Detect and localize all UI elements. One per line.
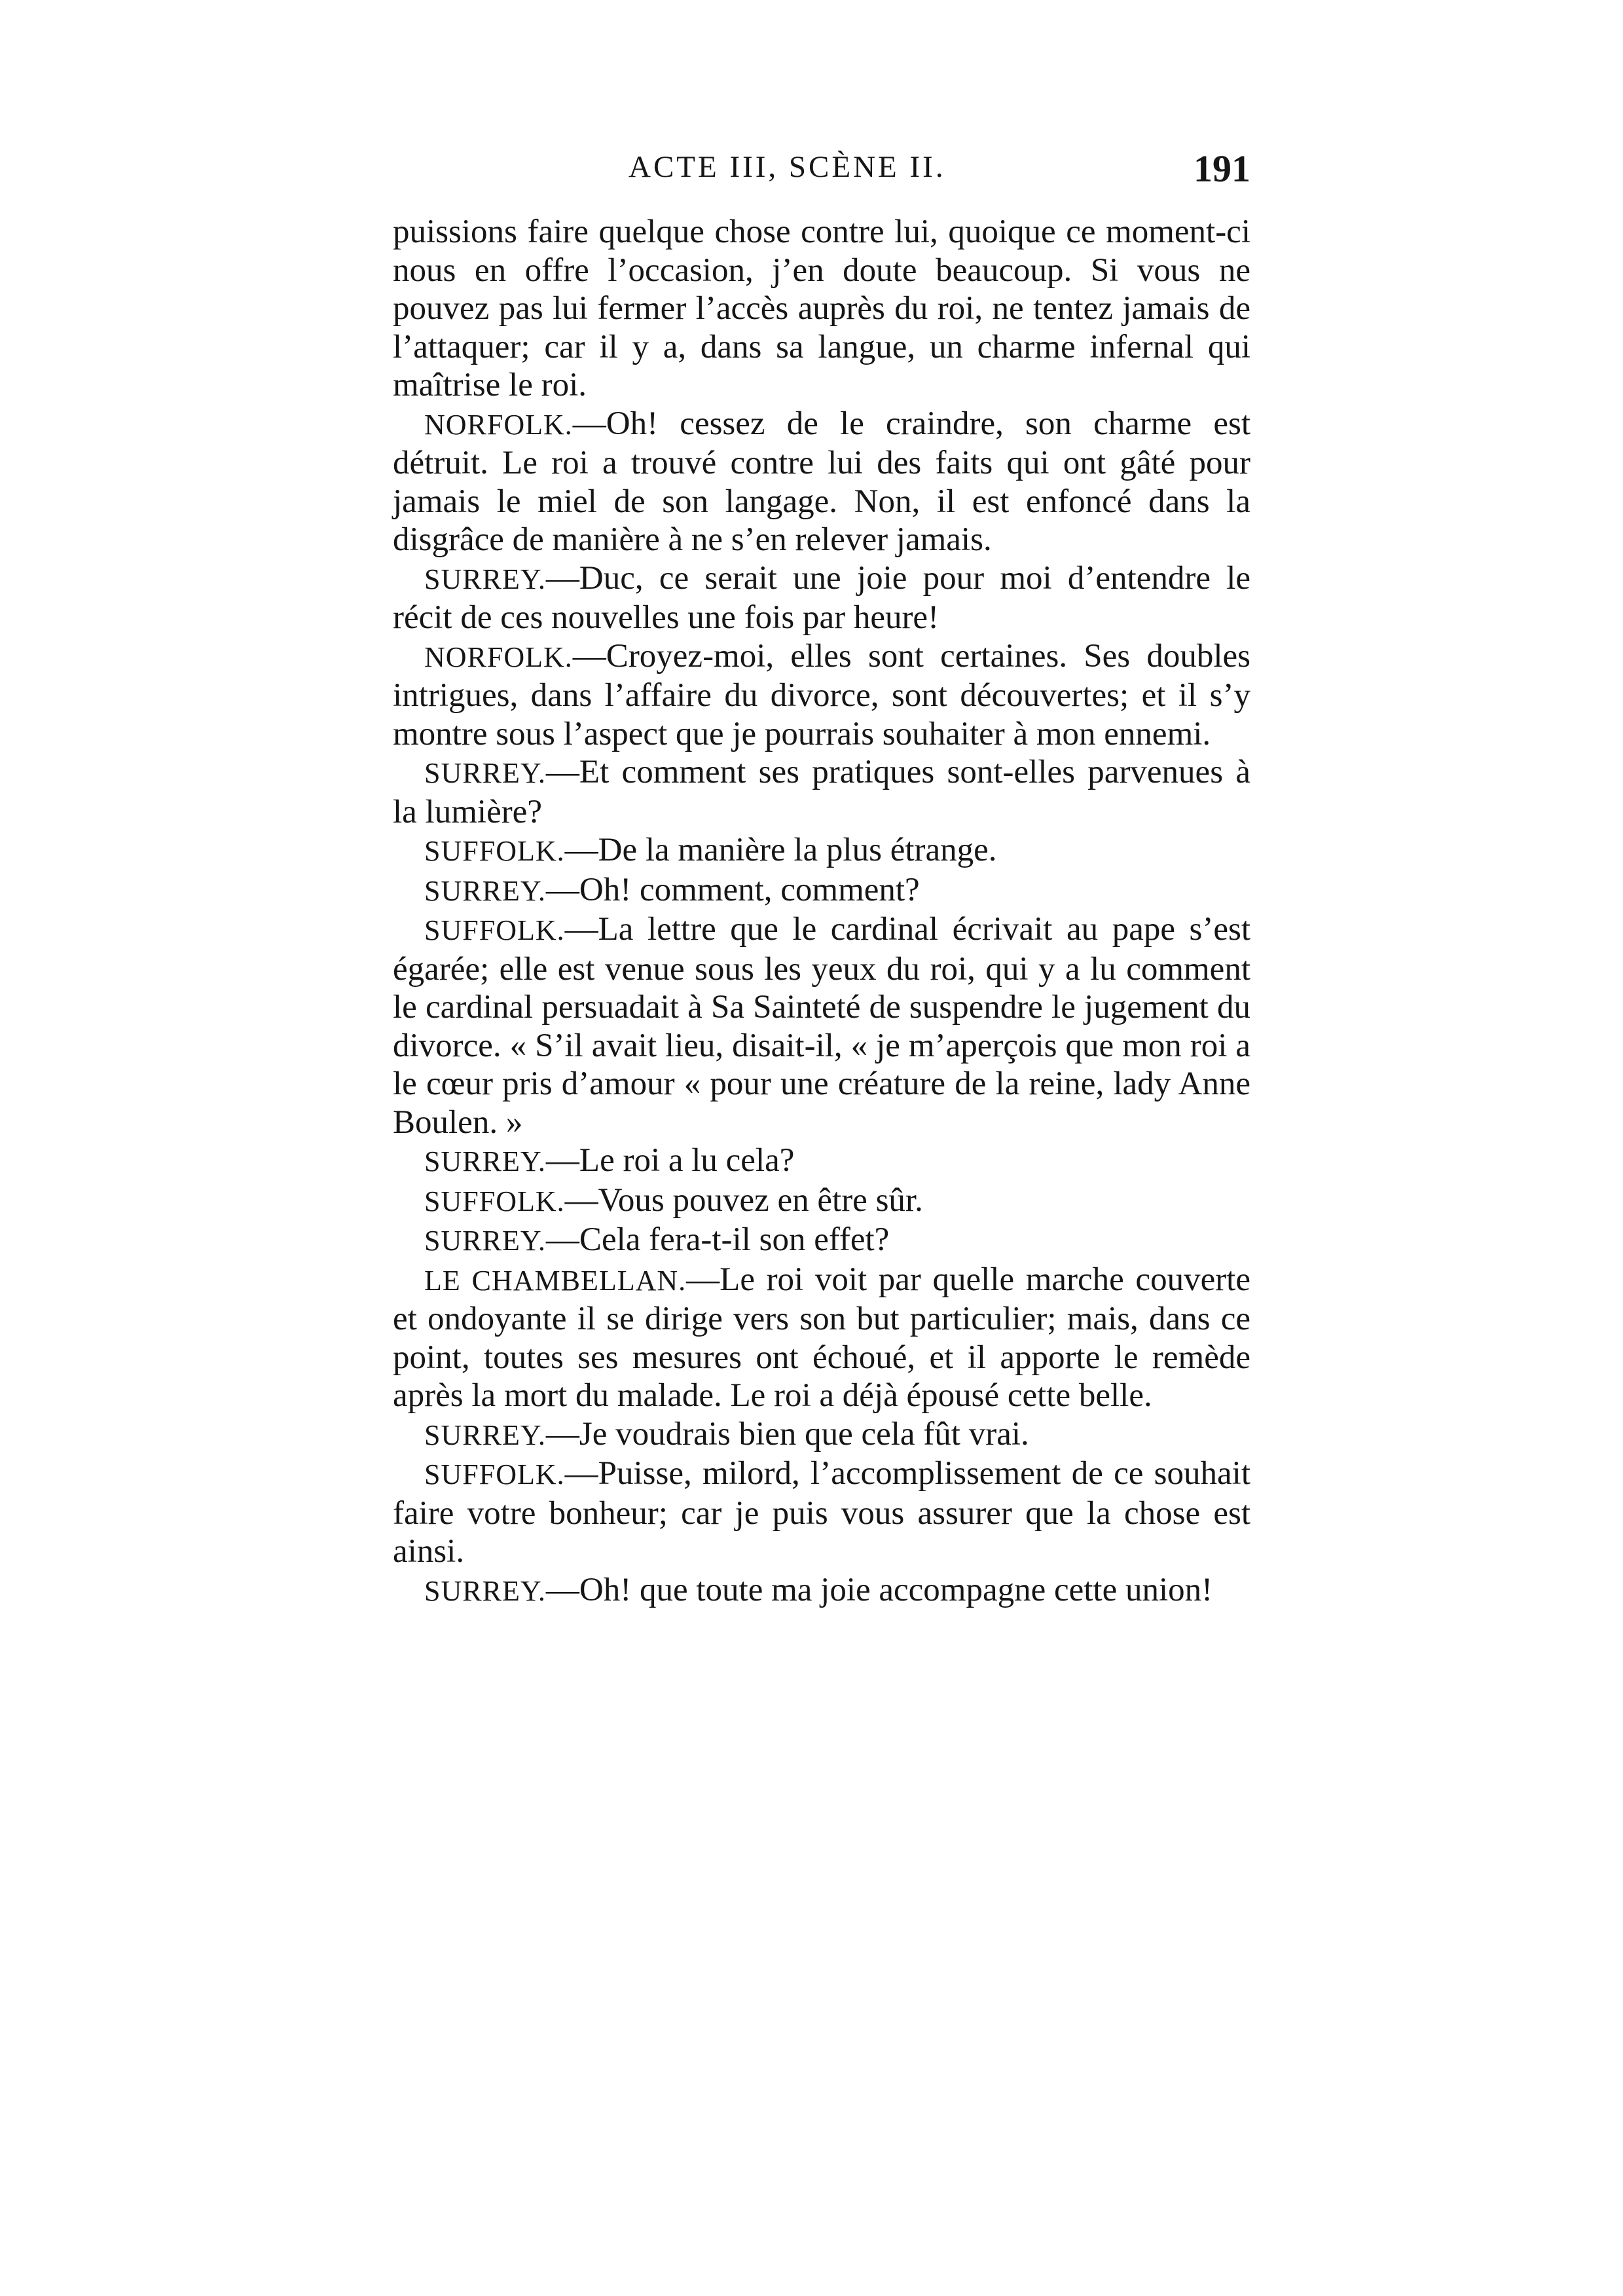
speech-paragraph — [393, 405, 1250, 559]
speech-text: —Le roi voit par quelle marche couverte et ondoyante il se dirige vers son but particulier; mais, dans ce point, toutes ses mesures ont échoué, et il apporte le remède après la mort du malade. Le roi a déjà épousé cette belle. — [393, 1261, 1250, 1414]
speaker-name: SUFFOLK. — [424, 1458, 565, 1491]
speaker-name: SUFFOLK. — [424, 1185, 565, 1217]
speech-text: —Oh! que toute ma joie accompagne cette union! — [545, 1571, 1213, 1608]
speaker-name: NORFOLK. — [424, 640, 573, 673]
speech-text: —La lettre que le cardinal écrivait au pape s’est égarée; elle est venue sous les yeux du roi, qui y a lu comment le cardinal persuadait à Sa Sainteté de suspendre le jugement du divorce. « S’il avait lieu, disait-il, « je m’aperçois que mon roi a le cœur pris d’amour « pour une créature de la reine, lady Anne Boulen. » — [393, 911, 1250, 1141]
page-header — [393, 149, 1250, 195]
speaker-name: NORFOLK. — [424, 408, 573, 441]
speech-paragraph — [393, 637, 1250, 754]
speech-text: —Le roi a lu cela? — [545, 1142, 795, 1179]
speech-text: —Croyez-moi, elles sont certaines. Ses doubles intrigues, dans l’affaire du divorce, sont découvertes; et il s’y montre sous l’aspect que je pourrais souhaiter à mon ennemi. — [393, 637, 1250, 752]
speech-paragraph — [393, 831, 1250, 871]
speech-text: —Oh! comment, comment? — [545, 871, 920, 908]
speech-text: —Vous pouvez en être sûr. — [564, 1181, 923, 1219]
speaker-name: SURREY. — [424, 563, 546, 595]
speech-paragraph — [393, 1415, 1250, 1455]
speech-text: —Et comment ses pratiques sont-elles parvenues à la lumière? — [393, 754, 1250, 830]
speech-paragraph — [393, 753, 1250, 831]
speech-paragraph — [393, 1181, 1250, 1221]
speaker-name: SURREY. — [424, 1225, 546, 1257]
speech-text: —Duc, ce serait une joie pour moi d’entendre le récit de ces nouvelles une fois par heure! — [393, 559, 1250, 636]
speaker-name: SUFFOLK. — [424, 835, 565, 867]
speaker-name: SURREY. — [424, 1574, 546, 1607]
speech-text: —Je voudrais bien que cela fût vrai. — [545, 1415, 1029, 1453]
speech-paragraph — [393, 871, 1250, 911]
speech-text: —Puisse, milord, l’accomplissement de ce souhait faire votre bonheur; car je puis vous assurer que la chose est ainsi. — [393, 1455, 1250, 1570]
running-head: ACTE III, SCÈNE II. — [629, 150, 946, 184]
speech-paragraph — [393, 1454, 1250, 1571]
speech-paragraph — [393, 910, 1250, 1141]
speaker-name: SURREY. — [424, 757, 546, 789]
speaker-name: LE CHAMBELLAN. — [424, 1264, 687, 1297]
body-text — [393, 213, 1250, 1610]
speech-paragraph — [393, 1221, 1250, 1261]
speaker-name: SURREY. — [424, 1145, 546, 1177]
paragraph-text: puissions faire quelque chose contre lui, quoique ce moment-ci nous en offre l’occasion, j’en doute beaucoup. Si vous ne pouvez pas lui fermer l’accès auprès du roi, ne tentez jamais de l’attaquer; car il y a, dans sa langue, un charme infernal qui maîtrise le roi. — [393, 213, 1250, 403]
speech-text: —Cela fera-t-il son effet? — [545, 1221, 890, 1258]
speech-paragraph — [393, 559, 1250, 637]
speech-paragraph — [393, 1141, 1250, 1181]
paragraph-continuation — [393, 213, 1250, 405]
speaker-name: SURREY. — [424, 1418, 546, 1451]
speaker-name: SUFFOLK. — [424, 914, 565, 946]
speech-paragraph — [393, 1571, 1250, 1611]
page-number: 191 — [1194, 147, 1250, 190]
speech-text: —De la manière la plus étrange. — [564, 832, 997, 868]
speech-paragraph — [393, 1261, 1250, 1415]
speech-text: —Oh! cessez de le craindre, son charme est détruit. Le roi a trouvé contre lui des faits qui ont gâté pour jamais le miel de son langage. Non, il est enfoncé dans la disgrâce de manière à ne s’en relever jamais. — [393, 405, 1250, 558]
speaker-name: SURREY. — [424, 874, 546, 907]
